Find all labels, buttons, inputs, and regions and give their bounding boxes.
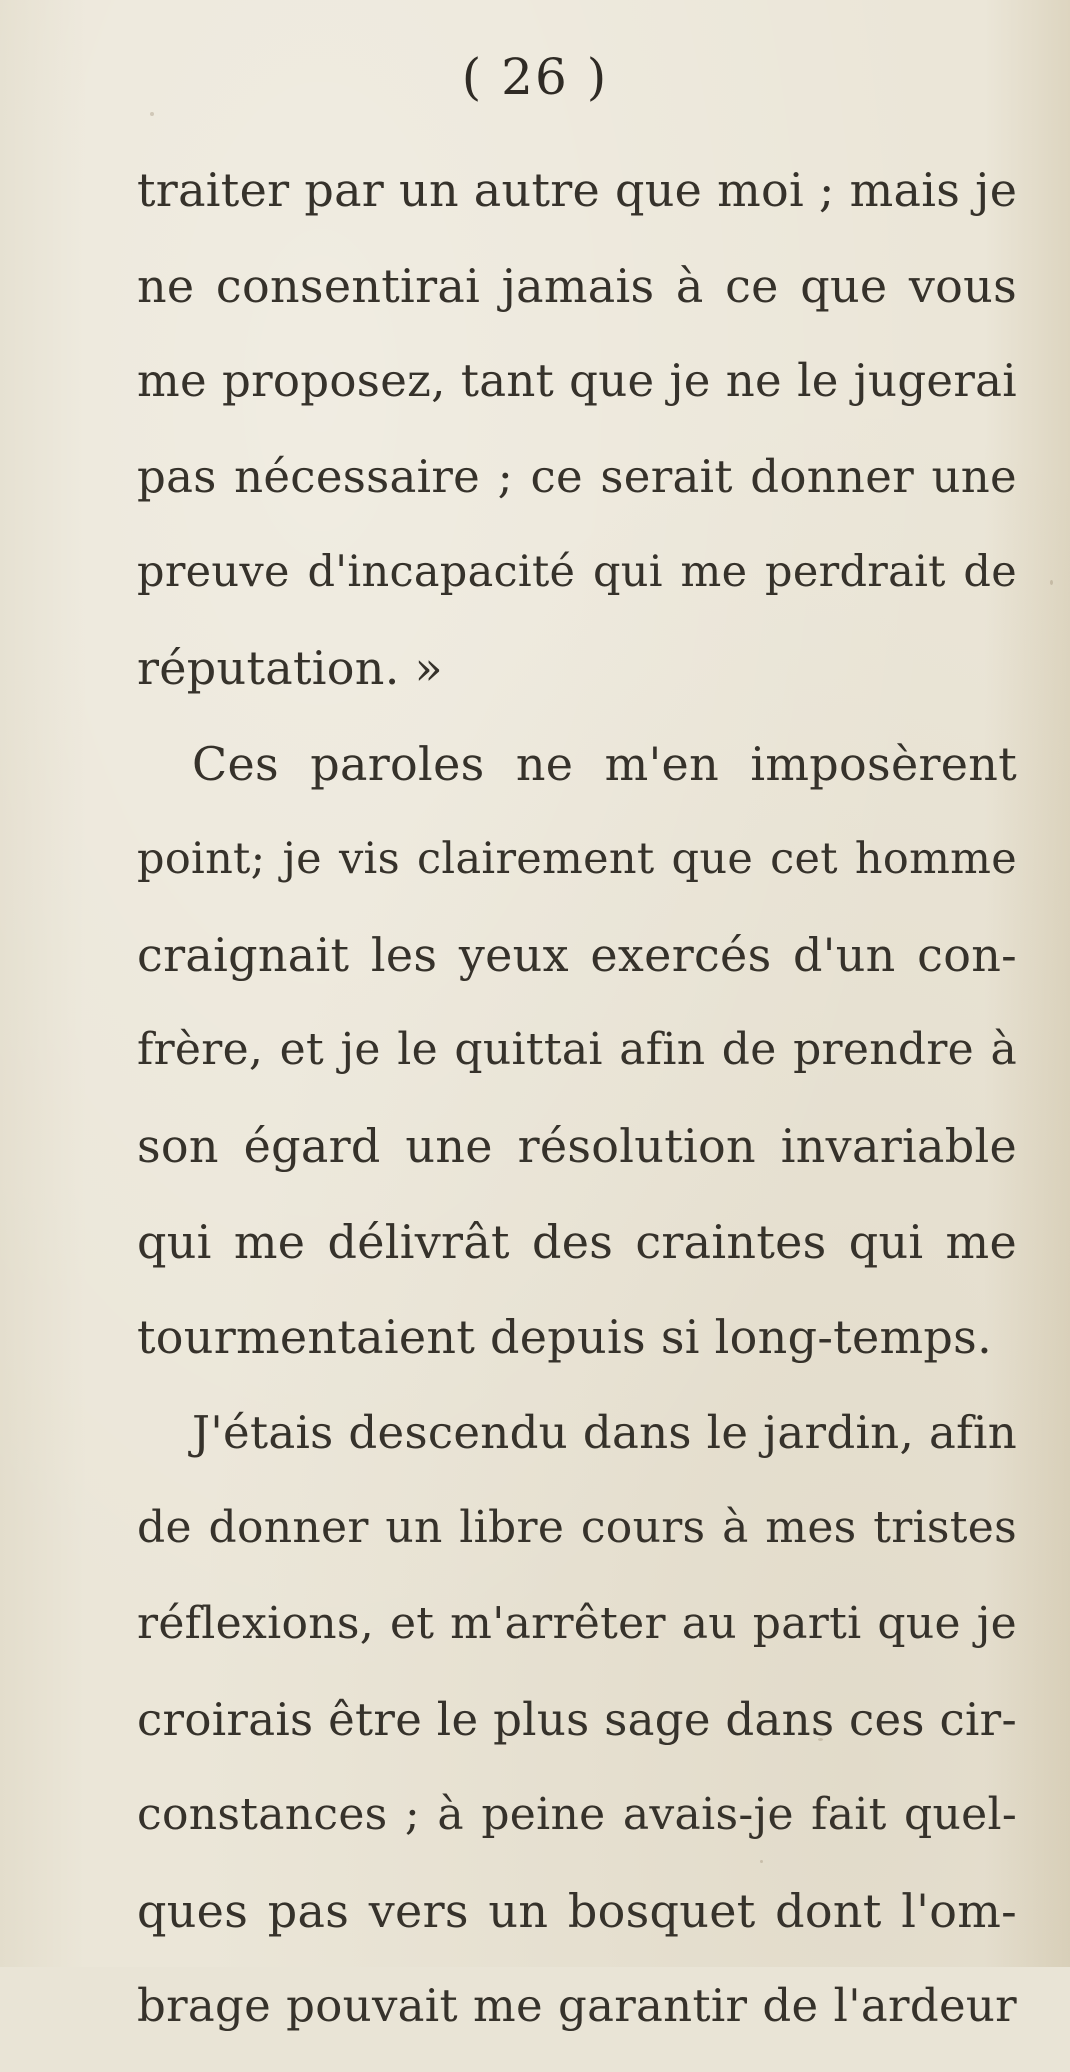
text-line: pas nécessaire ; ce serait donner une bbox=[137, 449, 1017, 503]
paper-speck bbox=[150, 112, 154, 116]
text-line: craignait les yeux exercés d'un con- bbox=[137, 927, 1017, 982]
text-line: me proposez, tant que je ne le jugerai bbox=[137, 354, 1017, 408]
text-line: de donner un libre cours à mes tristes bbox=[137, 1502, 1017, 1554]
text-line: J'étais descendu dans le jardin, afin bbox=[192, 1405, 1017, 1459]
text-line: ne consentirai jamais à ce que vous bbox=[137, 258, 1017, 313]
text-line: constances ; à peine avais-je fait quel- bbox=[137, 1789, 1017, 1841]
text-line: croirais être le plus sage dans ces cir- bbox=[137, 1692, 1017, 1746]
text-line: tourmentaient depuis si long-temps. bbox=[137, 1310, 992, 1365]
text-line: Ces paroles ne m'en imposèrent bbox=[192, 736, 1017, 791]
text-line: frère, et je le quittai afin de prendre à bbox=[137, 1024, 1017, 1076]
text-line: point; je vis clairement que cet homme bbox=[137, 834, 1017, 885]
text-line: preuve d'incapacité qui me perdrait de bbox=[137, 547, 1017, 598]
text-line: traiter par un autre que moi ; mais je bbox=[137, 163, 1018, 217]
body-text bbox=[137, 160, 1017, 2072]
paper-speck bbox=[1050, 580, 1053, 585]
text-line: réflexions, et m'arrêter au parti que je bbox=[137, 1597, 1017, 1649]
text-line: réputation. » bbox=[137, 640, 443, 695]
text-line: qui me délivrât des craintes qui me bbox=[137, 1214, 1017, 1269]
page-number: ( 26 ) bbox=[461, 48, 609, 106]
text-line: son égard une résolution invariable bbox=[137, 1118, 1017, 1173]
text-line: brage pouvait me garantir de l'ardeur bbox=[137, 1979, 1017, 2033]
text-line: ques pas vers un bosquet dont l'om- bbox=[137, 1883, 1017, 1938]
